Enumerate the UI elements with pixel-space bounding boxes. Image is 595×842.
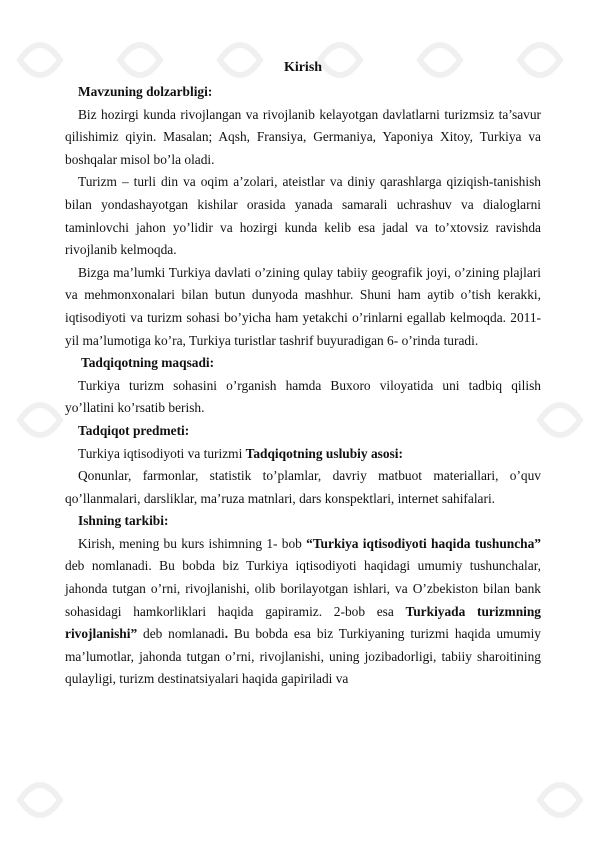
document-page <box>65 58 541 691</box>
structure-heading: Ishning tarkibi: <box>78 513 169 529</box>
paragraph-turkey: Bizga ma’lumki Turkiya davlati o’zining qulay tabiiy geografik joyi, o’zining plajlari va mehmonxonalari bilan butun dunyoda mashhur. Shuni ham aytib o’tish kerakki, iqtisodiyoti va turizm sohasi bo’yicha ham yetakchi o’rinlarni egallab kelmoqda. 2011-yil ma’lumotiga ko’ra, Turkiya turistlar tashrif buyuradigan 6- o’rinda turadi. <box>65 264 541 348</box>
structure-text-4: Bu bobda esa biz Turkiyaning turizmi haqida umumiy ma’lumotlar, jahonda tutgan o’rni, rivojlanishi, uning jozibadorligi, tabiiy sharoitining qulayligi, turizm destinatsiyalari haqida gapiriladi va <box>65 626 542 687</box>
paragraph-method: Qonunlar, farmonlar, statistik to’plamlar, davriy matbuot materiallari, o’quv qo’llanmalari, darsliklar, ma’ruza matnlari, dars konspektlari, internet sahifalari. <box>65 468 541 506</box>
chapter1-title: “Turkiya iqtisodiyoti haqida tushuncha” <box>306 535 541 551</box>
paragraph-relevance: Biz hozirgi kunda rivojlangan va rivojlanib kelayotgan davlatlarni turizmsiz ta’savur qilishimiz qiyin. Masalan; Aqsh, Fransiya, Germaniya, Yaponiya Xitoy, Turkiya va boshqalar misol bo’la oladi. <box>65 106 541 167</box>
structure-text-3: deb nomlanadi <box>137 626 225 642</box>
chapter2-title: Turkiyada turizmning rivojlanishi” <box>65 603 542 642</box>
paragraph-structure <box>65 533 541 691</box>
method-heading: Tadqiqotning uslubiy asosi: <box>245 445 403 461</box>
paragraph-subject <box>65 443 541 466</box>
page-title: Kirish <box>283 60 323 75</box>
structure-text-2: deb nomlanadi. Bu bobda biz Turkiya iqtisodiyoti haqidagi umumiy tushunchalar, jahonda tutgan o’rni, rivojlanishi, olib borilayotgan ishlari, va O’zbekiston bilan bank sohasidagi hamkorliklari haqida gapiramiz. 2-bob esa <box>65 558 541 619</box>
subject-heading: Tadqiqot predmeti: <box>78 422 190 438</box>
paragraph-goal: Turkiya turizm sohasini o’rganish hamda Buxoro viloyatida uni tadbiq qilish yo’llatini ko’rsatib berish. <box>65 377 541 416</box>
goal-heading: Tadqiqotning maqsadi: <box>81 355 215 371</box>
relevance-heading: Mavzuning dolzarbligi: <box>78 84 213 99</box>
paragraph-tourism: Turizm – turli din va oqim a’zolari, ateistlar va diniy qarashlarga qiziqish-tanishish bilan yondashayotgan kishilar orasida yanada samarali uchrashuv va dialoglarni taminlovchi jahon yo’lidir va hozirgi kunda kelib esa jadal va to’xtovsiz ravishda rivojlanib kelmoqda. <box>65 174 541 258</box>
subject-text: Turkiya iqtisodiyoti va turizmi <box>78 445 246 461</box>
structure-period: . <box>224 626 229 642</box>
structure-text-1: Kirish, mening bu kurs ishimning 1- bob <box>78 535 307 551</box>
